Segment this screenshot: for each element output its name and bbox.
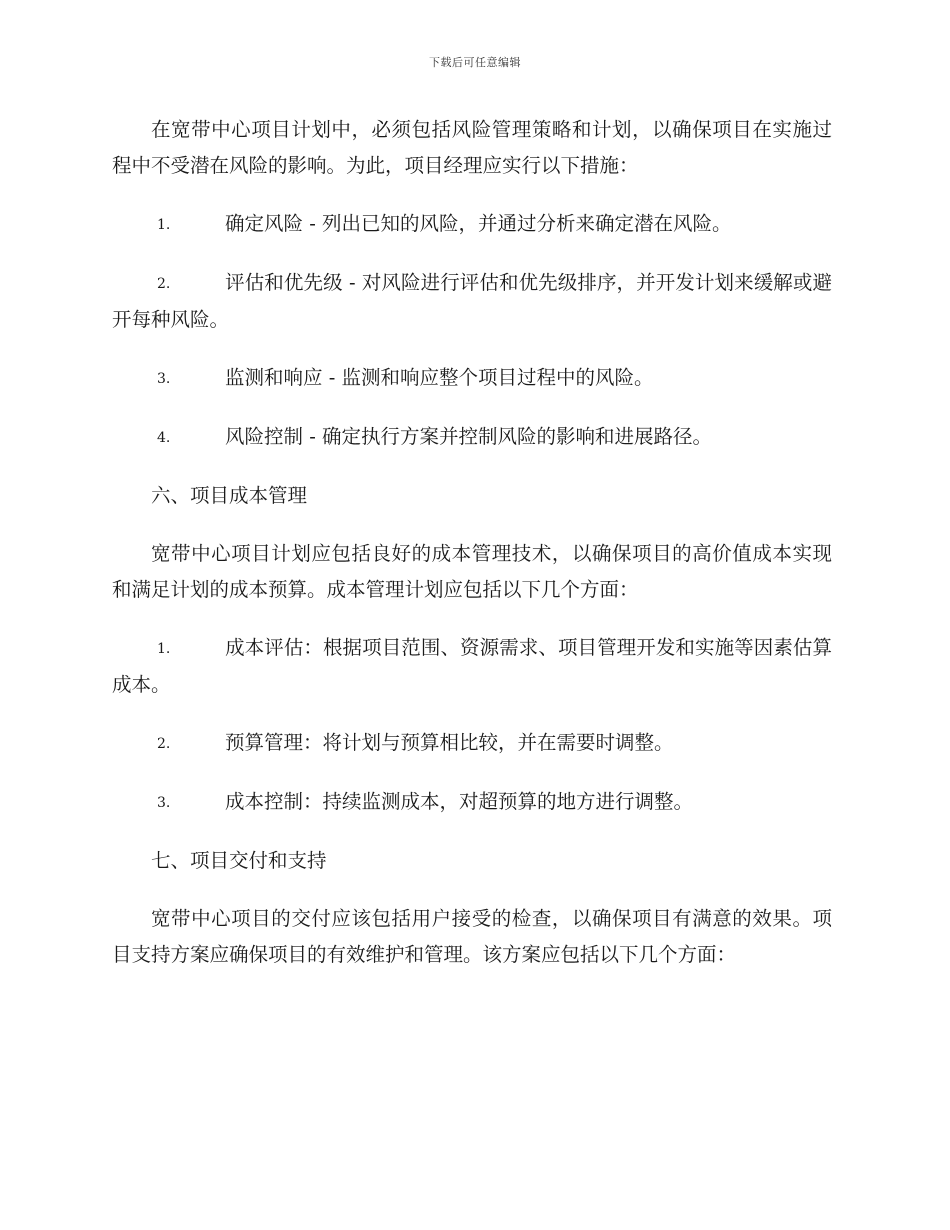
paragraph-delivery-intro: 宽带中心项目的交付应该包括用户接受的检查，以确保项目有满意的效果。项目支持方案应确保项目的有效维护和管理。该方案应包括以下几个方面： xyxy=(112,907,832,966)
list-item-number: 2. xyxy=(157,736,171,752)
page-header-note: 下载后可任意编辑 xyxy=(429,56,521,69)
list-item-number: 1. xyxy=(157,641,171,657)
list-item xyxy=(112,419,832,456)
list-item-text: 预算管理：将计划与预算相比较，并在需要时调整。 xyxy=(225,731,674,754)
list-item-number: 4. xyxy=(157,430,171,446)
list-item-number: 3. xyxy=(157,371,171,387)
list-item-text: 成本控制：持续监测成本，对超预算的地方进行调整。 xyxy=(225,790,694,813)
list-item xyxy=(112,360,832,397)
section-heading-delivery: 七、项目交付和支持 xyxy=(151,849,327,872)
paragraph-risk-intro: 在宽带中心项目计划中，必须包括风险管理策略和计划，以确保项目在实施过程中不受潜在风险的影响。为此，项目经理应实行以下措施： xyxy=(112,118,832,177)
list-item-text: 监测和响应 - 监测和响应整个项目过程中的风险。 xyxy=(225,366,654,389)
list-item-text: 确定风险 - 列出已知的风险，并通过分析来确定潜在风险。 xyxy=(225,212,732,235)
list-item xyxy=(112,206,832,243)
document-body xyxy=(112,112,832,995)
paragraph-cost-intro: 宽带中心项目计划应包括良好的成本管理技术，以确保项目的高价值成本实现和满足计划的成本预算。成本管理计划应包括以下几个方面： xyxy=(112,542,832,601)
list-item xyxy=(112,725,832,762)
list-item-number: 2. xyxy=(157,276,171,292)
list-item-number: 3. xyxy=(157,795,171,811)
list-item xyxy=(112,784,832,821)
list-item-number: 1. xyxy=(157,217,171,233)
list-item-text: 风险控制 - 确定执行方案并控制风险的影响和进展路径。 xyxy=(225,425,712,448)
list-item xyxy=(112,630,832,703)
list-item-text: 成本评估：根据项目范围、资源需求、项目管理开发和实施等因素估算成本。 xyxy=(112,636,832,696)
section-heading-cost: 六、项目成本管理 xyxy=(151,484,308,507)
list-item xyxy=(112,265,832,338)
list-item-text: 评估和优先级 - 对风险进行评估和优先级排序，并开发计划来缓解或避开每种风险。 xyxy=(112,271,832,331)
